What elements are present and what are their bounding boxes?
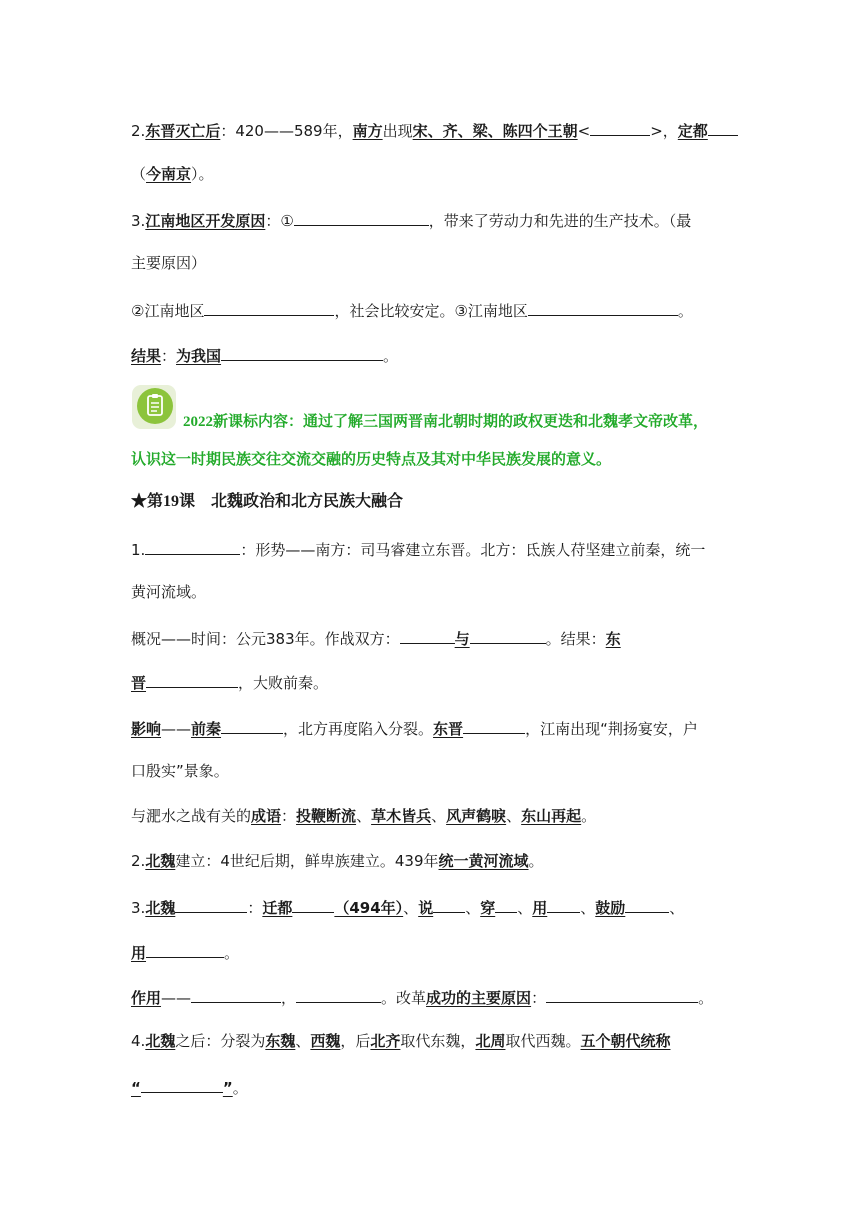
main-reason-line (131, 253, 206, 273)
text: 。 (528, 852, 544, 870)
keyword: 影响 (131, 720, 162, 738)
text: ： (531, 989, 547, 1007)
idiom: 草木皆兵 (371, 807, 432, 825)
fill-blank[interactable] (146, 941, 224, 958)
text: 取代东魏， (400, 1032, 476, 1050)
keyword: 南方 (352, 122, 383, 140)
capital-line (131, 164, 214, 184)
yellow-river-line (131, 582, 206, 602)
keyword: 北魏 (145, 1032, 176, 1050)
fill-blank[interactable] (433, 896, 465, 913)
text: 、 (506, 807, 522, 825)
jiangnan-development-line (131, 209, 691, 231)
fill-blank[interactable] (146, 671, 238, 688)
text: ，社会比较安定。③江南地区 (334, 302, 528, 320)
idiom: 东山再起 (521, 807, 582, 825)
text: ，带来了劳动力和先进的生产技术。（最 (428, 212, 692, 230)
text: ，北方再度陷入分裂。 (283, 720, 434, 738)
reform-continued-line (131, 941, 239, 963)
southern-dynasties-line (131, 119, 738, 141)
keyword: 晋 (131, 674, 147, 692)
text: 、 (295, 1032, 311, 1050)
keyword: 北魏 (145, 899, 176, 917)
keyword: 统一黄河流域 (438, 852, 529, 870)
text: 建立：4世纪后期，鲜卑族建立。439年 (175, 852, 439, 870)
idiom: 风声鹤唳 (446, 807, 507, 825)
keyword: 北周 (475, 1032, 506, 1050)
text: < (577, 122, 591, 140)
item-number: 1. (131, 541, 146, 559)
text: ，大败前秦。 (238, 674, 329, 692)
fill-blank[interactable] (294, 209, 429, 226)
fill-blank[interactable] (221, 344, 383, 361)
fill-blank[interactable] (495, 896, 517, 913)
keyword: 江南地区开发原因 (145, 212, 266, 230)
text: ，江南出现“荆扬宴安，户 (525, 720, 698, 738)
jiangnan-conditions-line (131, 299, 693, 321)
text: 、 (465, 899, 481, 917)
keyword: 今南京 (146, 165, 192, 183)
lesson-title: ★第19课 北魏政治和北方民族大融合 (131, 493, 404, 510)
collective-name-line (131, 1076, 248, 1098)
fill-blank[interactable] (221, 717, 283, 734)
text: 。 (232, 1079, 248, 1097)
keyword: 迁都 (262, 899, 293, 917)
text: 。改革 (381, 989, 427, 1007)
keyword: 西魏 (310, 1032, 341, 1050)
text: ： (281, 807, 297, 825)
reform-effect-line (131, 986, 713, 1008)
keyword: 定都 (677, 122, 708, 140)
keyword: 用 (532, 899, 548, 917)
keyword: 作用 (131, 989, 162, 1007)
keyword: 成语 (251, 807, 282, 825)
text: 出现 (382, 122, 413, 140)
text: 口殷实”景象。 (131, 762, 229, 780)
curriculum-standard-line2: 认识这一时期民族交往交流交融的历史特点及其对中华民族发展的意义。 (131, 452, 612, 468)
fill-blank[interactable] (191, 986, 281, 1003)
fill-blank[interactable] (590, 119, 650, 136)
text: ：形势——南方：司马睿建立东晋。北方：氐族人苻坚建立前秦，统一 (240, 541, 706, 559)
clipboard-icon (131, 384, 177, 430)
keyword: 五个朝代统称 (580, 1032, 671, 1050)
item-number: 3. (131, 899, 146, 917)
text: 。 (698, 989, 714, 1007)
fill-blank[interactable] (296, 986, 381, 1003)
text: 。 (224, 944, 240, 962)
text: 。结果： (545, 630, 606, 648)
text: ，后 (340, 1032, 371, 1050)
text: 概况——时间：公元383年。作战双方： (131, 630, 400, 648)
result-line (131, 344, 398, 366)
keyword: 北齐 (370, 1032, 401, 1050)
keyword: （494年） (334, 899, 404, 917)
text: 、 (403, 899, 419, 917)
text: ：420——589年， (220, 122, 353, 140)
quote-mark: “ (131, 1079, 141, 1097)
fill-blank[interactable] (547, 896, 580, 913)
item-number: 2. (131, 122, 146, 140)
text: （ (131, 165, 147, 183)
fill-blank[interactable] (708, 119, 738, 136)
fill-blank[interactable] (141, 1076, 223, 1093)
keyword: 成功的主要原因 (426, 989, 532, 1007)
prosperity-line (131, 761, 229, 781)
text: —— (161, 720, 192, 738)
text: 。 (383, 347, 399, 365)
split-line (131, 1031, 670, 1051)
battle-impact-line (131, 717, 698, 739)
text: 与淝水之战有关的 (131, 807, 252, 825)
text: ②江南地区 (131, 302, 205, 320)
item-number: 4. (131, 1032, 146, 1050)
text: 主要原因） (131, 254, 207, 272)
fill-blank[interactable] (175, 896, 247, 913)
keyword: 穿 (480, 899, 496, 917)
text: 取代西魏。 (505, 1032, 581, 1050)
reform-line (131, 896, 684, 918)
text: ）。 (191, 165, 214, 183)
text: —— (161, 989, 192, 1007)
keyword: 前秦 (191, 720, 222, 738)
fill-blank[interactable] (292, 896, 334, 913)
item-number: 3. (131, 212, 146, 230)
curriculum-standard-line1: 2022新课标内容：通过了解三国两晋南北朝时期的政权更迭和北魏孝文帝改革， (183, 414, 709, 430)
keyword: 东 (605, 630, 621, 648)
text: ， (281, 989, 297, 1007)
text: 之后：分裂为 (175, 1032, 266, 1050)
keyword: 为我国 (176, 347, 222, 365)
fill-blank[interactable] (145, 538, 240, 555)
battle-overview-line (131, 627, 621, 649)
text: 。 (581, 807, 597, 825)
text: 黄河流域。 (131, 583, 207, 601)
keyword: 说 (418, 899, 434, 917)
text: ： (161, 347, 177, 365)
fill-blank[interactable] (463, 717, 525, 734)
fill-blank[interactable] (400, 627, 455, 644)
keyword: 鼓励 (595, 899, 626, 917)
text: ：① (265, 212, 294, 230)
text: 。 (677, 302, 693, 320)
fill-blank[interactable] (470, 627, 546, 644)
keyword: 东魏 (265, 1032, 296, 1050)
fill-blank[interactable] (546, 986, 698, 1003)
text: 、 (517, 899, 533, 917)
text: 、 (580, 899, 596, 917)
fill-blank[interactable] (204, 299, 334, 316)
text: >， (650, 122, 678, 140)
keyword: 用 (131, 944, 147, 962)
keyword: 与 (454, 630, 470, 648)
text: 、 (669, 899, 685, 917)
quote-mark: ” (222, 1079, 233, 1097)
item-number: 2. (131, 852, 146, 870)
fill-blank[interactable] (528, 299, 678, 316)
battle-result-line (131, 671, 328, 693)
idioms-line (131, 806, 596, 826)
text: 、 (431, 807, 447, 825)
keyword: 东晋 (433, 720, 464, 738)
keyword: 北魏 (145, 852, 176, 870)
idiom: 投鞭断流 (296, 807, 357, 825)
battle-situation-line (131, 538, 705, 560)
northern-wei-founding-line (131, 851, 544, 871)
text: 、 (356, 807, 372, 825)
text: ： (247, 899, 263, 917)
keyword: 结果 (131, 347, 162, 365)
keyword: 宋、齐、梁、陈四个王朝 (412, 122, 578, 140)
keyword: 东晋灭亡后 (145, 122, 221, 140)
fill-blank[interactable] (625, 896, 669, 913)
